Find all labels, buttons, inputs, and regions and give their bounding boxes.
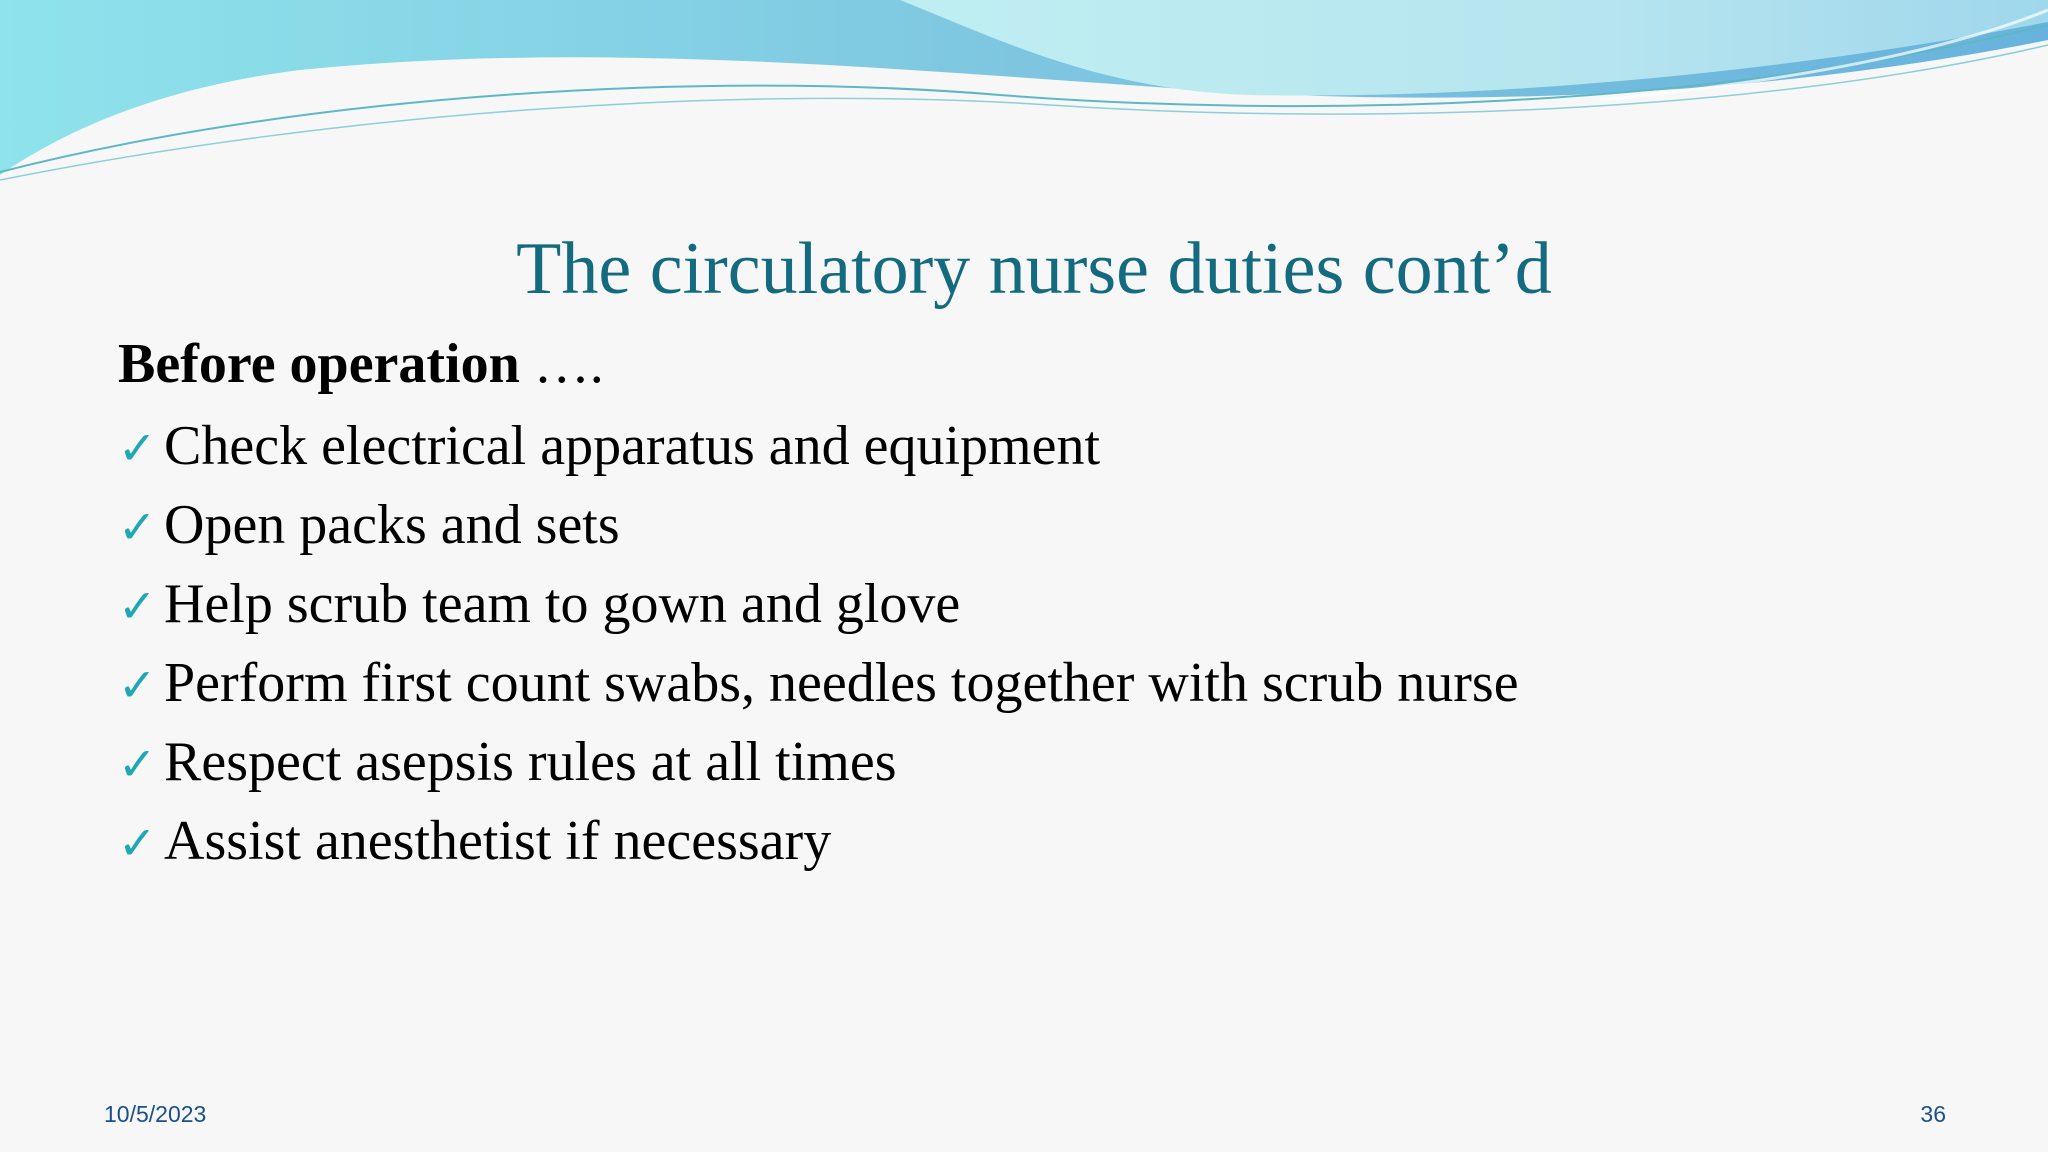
check-icon: ✓ — [118, 737, 157, 791]
list-item — [118, 565, 1968, 644]
list-item-text: Assist anesthetist if necessary — [164, 810, 832, 872]
check-icon: ✓ — [118, 579, 157, 633]
list-item — [118, 802, 1968, 881]
check-icon: ✓ — [118, 816, 157, 870]
footer-date: 10/5/2023 — [104, 1101, 207, 1127]
list-item-text: Perform first count swabs, needles together with scrub nurse — [164, 652, 1519, 714]
list-item-text: Respect asepsis rules at all times — [164, 731, 897, 793]
check-icon: ✓ — [118, 500, 157, 554]
check-icon: ✓ — [118, 658, 157, 712]
bullet-list — [118, 407, 1968, 881]
section-heading — [118, 328, 1968, 407]
slide-number: 36 — [1920, 1101, 1946, 1127]
slide-title: The circulatory nurse duties cont’d — [516, 228, 1552, 310]
list-item-text: Open packs and sets — [164, 494, 620, 556]
list-item-text: Check electrical apparatus and equipment — [164, 415, 1101, 477]
section-heading-label: Before operation — [118, 333, 520, 395]
slide-body — [118, 328, 1968, 881]
list-item — [118, 486, 1968, 565]
section-heading-ellipsis: …. — [519, 333, 604, 395]
list-item — [118, 407, 1968, 486]
list-item — [118, 644, 1968, 723]
check-icon: ✓ — [118, 421, 157, 475]
list-item — [118, 723, 1968, 802]
list-item-text: Help scrub team to gown and glove — [164, 573, 961, 635]
header-wave-decoration — [0, 0, 2048, 190]
